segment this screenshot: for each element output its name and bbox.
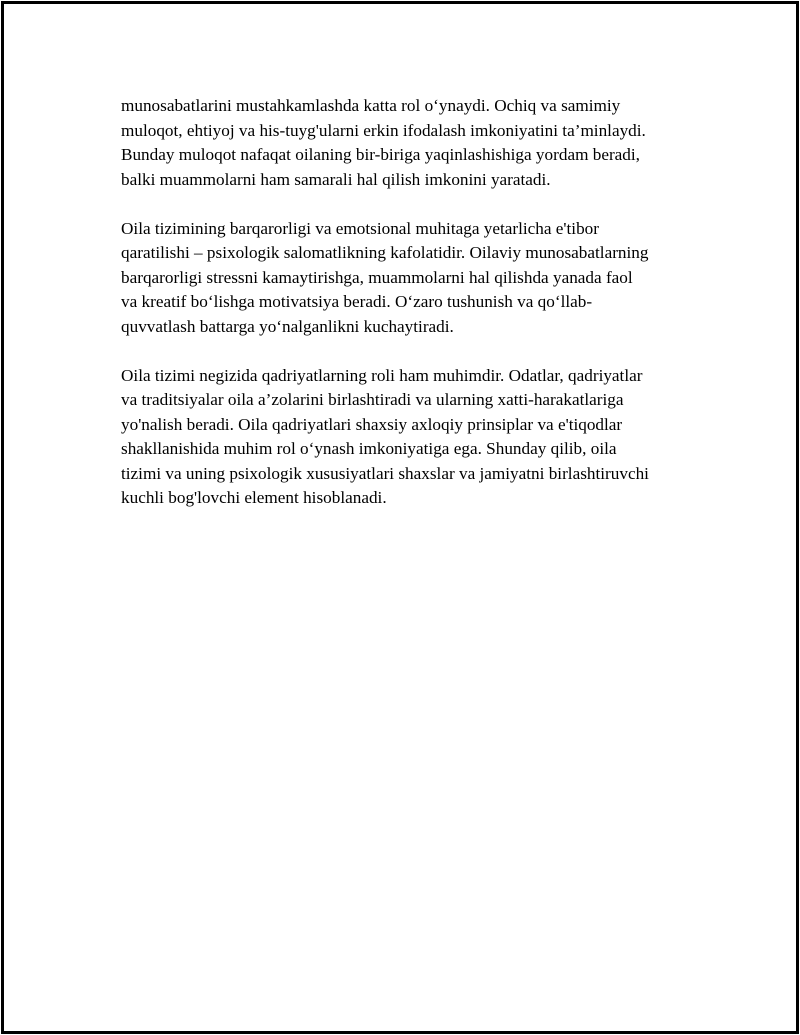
text-line: Bunday muloqot nafaqat oilaning bir-biriga yaqinlashishiga yordam beradi, (121, 145, 640, 164)
text-line: muloqot, ehtiyoj va his-tuyg'ularni erkin ifodalash imkoniyatini ta’minlaydi. (121, 120, 646, 140)
paragraph-2 (121, 217, 693, 340)
text-line: va kreatif bo‘lishga motivatsiya beradi. O‘zaro tushunish va qo‘llab- (121, 292, 593, 311)
text-line: barqarorligi stressni kamaytirishga, muammolarni hal qilishda yanada faol (121, 267, 633, 287)
text-line: kuchli bog'lovchi element hisoblanadi. (121, 488, 387, 507)
text-line: quvvatlash battarga yo‘nalganlikni kuchaytiradi. (121, 316, 454, 336)
page-frame (1, 1, 799, 1034)
paragraph-1 (121, 94, 693, 192)
text-line: shakllanishida muhim rol o‘ynash imkoniyatiga ega. Shunday qilib, oila (121, 439, 617, 458)
text-line: yo'nalish beradi. Oila qadriyatlari shaxsiy axloqiy prinsiplar va e'tiqodlar (121, 414, 623, 434)
document-body (121, 94, 693, 535)
text-line: balki muammolarni ham samarali hal qilish imkonini yaratadi. (121, 169, 551, 189)
text-line: munosabatlarini mustahkamlashda katta rol o‘ynaydi. Ochiq va samimiy (121, 96, 621, 115)
text-line: tizimi va uning psixologik xususiyatlari shaxslar va jamiyatni birlashtiruvchi (121, 463, 649, 483)
paragraph-3 (121, 364, 693, 511)
text-line: qaratilishi – psixologik salomatlikning kafolatidir. Oilaviy munosabatlarning (121, 243, 649, 262)
text-line: va traditsiyalar oila a’zolarini birlashtiradi va ularning xatti-harakatlariga (121, 390, 624, 409)
text-line: Oila tizimining barqarorligi va emotsional muhitaga yetarlicha e'tibor (121, 218, 599, 238)
text-line: Oila tizimi negizida qadriyatlarning roli ham muhimdir. Odatlar, qadriyatlar (121, 365, 643, 385)
